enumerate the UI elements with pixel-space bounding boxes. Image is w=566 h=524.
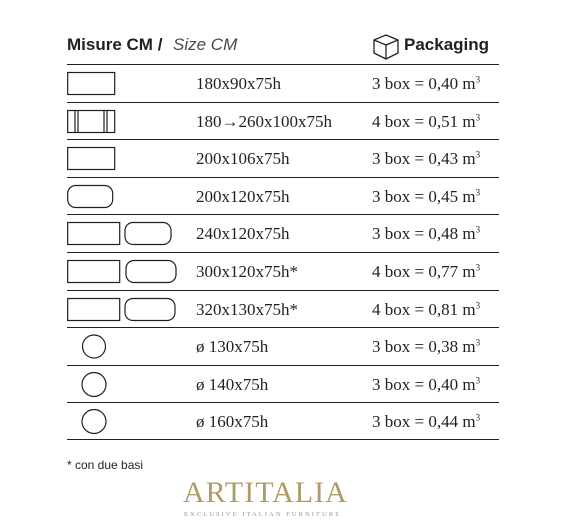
size-value: 180x90x75h — [196, 74, 281, 93]
barrel-table-icon — [67, 178, 187, 215]
packaging-value: 3 box = 0,43 $m^3$ — [372, 149, 481, 169]
size-value: 180→260x100x75h — [196, 111, 332, 131]
size-value: 300x120x75h* — [196, 261, 298, 281]
table-row — [67, 64, 499, 102]
packaging-value: 4 box = 0,51 $m^3$ — [372, 111, 481, 131]
table-row — [67, 402, 499, 440]
table-row — [67, 252, 499, 290]
size-value: 320x130x75h* — [196, 299, 298, 319]
table-row — [67, 177, 499, 215]
size-table — [67, 64, 499, 440]
table-row — [67, 214, 499, 252]
size-value: ø 160x75h — [196, 412, 269, 432]
table-row — [67, 290, 499, 328]
table-row — [67, 102, 499, 140]
rectangle-and-barrel-table-icon — [67, 215, 187, 252]
size-value: 200x120x75h — [196, 186, 290, 206]
box-icon — [371, 33, 401, 61]
title-size: Size CM — [173, 35, 238, 54]
size-value: ø 140x75h — [196, 374, 269, 394]
packaging-label: Packaging — [404, 35, 490, 54]
logo-wordmark: ARTITALIA — [183, 476, 348, 509]
rectangle-table-icon — [67, 140, 187, 177]
rectangle-table-icon — [67, 65, 187, 102]
packaging-value: 3 box = 0,40 $m^3$ — [372, 374, 481, 394]
table-row — [67, 327, 499, 365]
extendable-table-icon — [67, 103, 187, 140]
packaging-value: 3 box = 0,45 $m^3$ — [372, 186, 481, 206]
packaging-value: 4 box = 0,81 $m^3$ — [372, 299, 481, 319]
size-value: ø 130x75h — [196, 337, 269, 357]
logo-tagline: EXCLUSIVE ITALIAN FURNITURE — [184, 511, 342, 518]
artitalia-logo — [183, 476, 383, 522]
round-table-icon — [67, 328, 187, 365]
packaging-value: 3 box = 0,44 $m^3$ — [372, 412, 481, 432]
size-value: 200x106x75h — [196, 149, 290, 169]
packaging-value: 3 box = 0,48 $m^3$ — [372, 224, 481, 244]
footnote: * con due basi — [67, 458, 144, 472]
table-row — [67, 365, 499, 403]
rectangle-and-barrel-table-icon — [67, 291, 187, 328]
title-misure: Misure CM / — [67, 35, 163, 54]
rectangle-and-barrel-table-icon — [67, 253, 187, 290]
round-table-icon — [67, 366, 187, 403]
packaging-value: 4 box = 0,77 $m^3$ — [372, 261, 481, 281]
packaging-value: 3 box = 0,38 $m^3$ — [372, 337, 481, 357]
packaging-value: 3 box = 0,40 $m^3$ — [372, 74, 481, 93]
table-row — [67, 139, 499, 177]
size-value: 240x120x75h — [196, 224, 290, 244]
round-table-icon — [67, 403, 187, 439]
table-header — [67, 33, 499, 61]
